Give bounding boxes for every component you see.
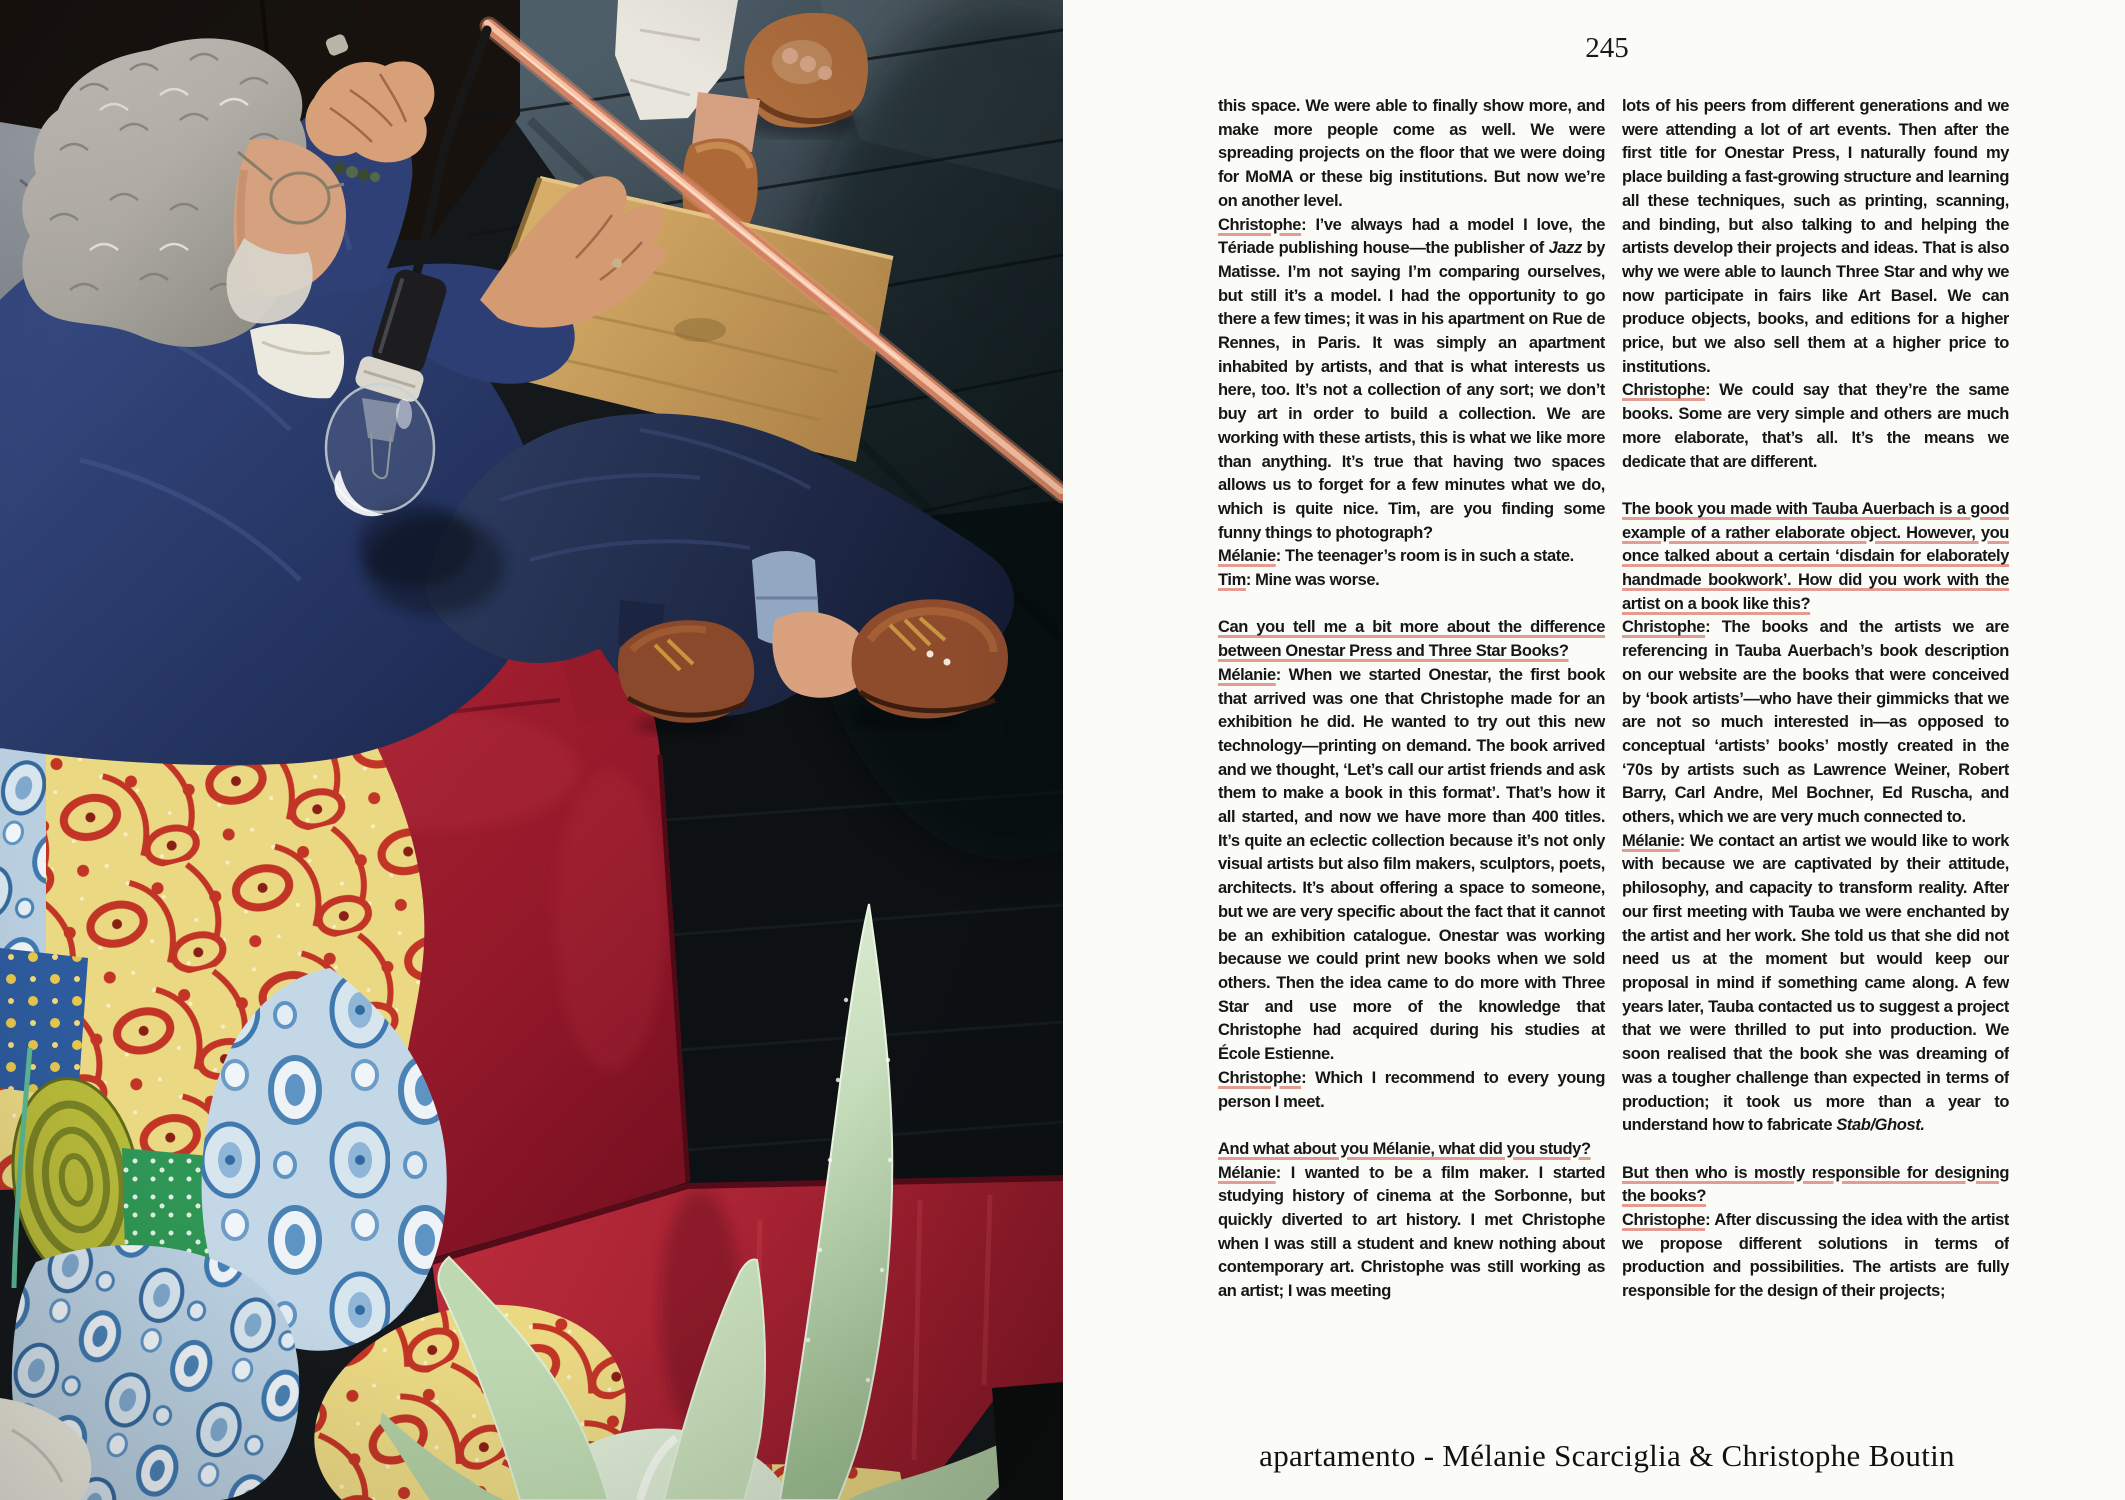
body-text: And what about you Mélanie, what did you study? — [1218, 1139, 1591, 1158]
body-text: The book you made with Tauba Auerbach is a good example of a rather elaborate object. However, you once talked about a certain ‘disdain for elaborately handmade bookwork’. How did you work with the artist on a book like this? — [1622, 499, 2009, 613]
dialogue-paragraph: Christophe: I’ve always had a model I love, the Tériade publishing house—the publisher of Jazz by Matisse. I’m not saying I’m comparing ourselves, but still it’s a model. I had the opportunity to go there a few times; it was in his apartment on Rue de Rennes, in Paris. It was simply an apartment inhabited by artists, and that is what interests us here, too. It’s not a collection of any sort; we don’t buy art in order to build a collection. We are working with these artists, this is what we like more than anything. It’s true that having two spaces allows us to forget for a few minutes what we do, which is quite nice. Tim, are you finding some funny things to photograph? — [1218, 215, 1605, 542]
paragraph-spacer — [1622, 474, 2009, 498]
dialogue-paragraph: Christophe: We could say that they’re the same books. Some are very simple and others are much more elaborate, that’s all. It’s the means we dedicate that are different. — [1622, 381, 2009, 471]
body-text: But then who is mostly responsible for designing the books? — [1622, 1163, 2009, 1206]
dialogue-paragraph: Christophe: The books and the artists we are referencing in Tauba Auerbach’s book description on our website are the books that were conceived by ‘book artists’—who have their gimmicks that we are not so much interested in—as opposed to conceptual ‘artists’ books’ mostly created in the ‘70s by artists such as Lawrence Weiner, Robert Barry, Carl Andre, Mel Bochner, Ed Ruscha, and others, which we are very much connected to. — [1622, 618, 2009, 827]
question-paragraph — [1218, 616, 1605, 663]
italic-text: Jazz — [1548, 239, 1582, 258]
speaker-name: Mélanie — [1218, 1163, 1276, 1182]
speaker-name: Mélanie — [1622, 831, 1680, 850]
paragraph-spacer — [1218, 593, 1605, 617]
page-footer: apartamento - Mélanie Scarciglia & Christophe Boutin — [1259, 1438, 1955, 1473]
plain-paragraph — [1218, 95, 1605, 214]
body-text: I’ve always had a model I love, the Tériade publishing house—the publisher of — [1218, 215, 1605, 258]
body-text: Mine was worse. — [1255, 571, 1380, 590]
speaker-name: Mélanie — [1218, 547, 1276, 566]
body-text: When we started Onestar, the first book that arrived was one that Christophe made for an exhibition he did. He wanted to try out this new technology—printing on demand. The book arrived and we thought, ‘Let’s call our artist friends and ask them to make a book in this format’. That’s how it all started, and now we have more than 400 titles. It’s quite an eclectic collection because it’s not only visual artists but also film makers, sculptors, poets, architects. It’s about offering a space to someone, but we are very specific about the fact that it cannot be an exhibition catalogue. Onestar was working because we could print new books when we sold others. Then the idea came to do more with Three Star and use more of the knowledge that Christophe had acquired during his studies at École Estienne. — [1218, 665, 1605, 1064]
body-text: After discussing the idea with the artist we propose different solutions in terms of production and possibilities. The artists are fully responsible for the design of their projects; — [1622, 1211, 2009, 1301]
question-paragraph — [1622, 1162, 2009, 1209]
body-text: this space. We were able to finally show more, and make more people come as well. We were spreading projects on the floor that we were doing for MoMA or these big institutions. But now we’re on another level. — [1218, 97, 1605, 210]
body-text: I wanted to be a film maker. I started studying history of cinema at the Sorbonne, but quickly diverted to art history. I met Christophe when I was still a student and knew nothing about contemporary art. Christophe was still working as an artist; I was meeting — [1218, 1163, 1605, 1301]
question-paragraph — [1218, 1138, 1605, 1162]
text-column-left — [1218, 95, 1605, 1304]
page-number: 245 — [1585, 32, 1629, 64]
speaker-name: Mélanie — [1218, 665, 1276, 684]
body-text: lots of his peers from different generations and we were attending a lot of art events. Then after the first title for Onestar Press, I naturally found my place building a fast-growing structure and learning all these techniques, such as printing, scanning, and binding, but also talking to and helping the artists develop their projects and ideas. That is also why we were able to launch Three Star and why we now participate in fairs like Art Basel. We can produce objects, books, and editions for a higher price, but we also sell them at a higher price to institutions. — [1622, 97, 2009, 376]
speaker-name: Christophe — [1622, 618, 1706, 637]
magazine-text-page — [1063, 0, 2125, 1500]
speaker-name: Christophe — [1218, 1068, 1302, 1087]
dialogue-paragraph: Mélanie: We contact an artist we would like to work with because we are captivated by their attitude, philosophy, and capacity to transform reality. After our first meeting with Tauba we were enchanted by the artist and her work. She told us that she did not need us at the moment but would keep our proposal in mind if something came along. A few years later, Tauba contacted us to suggest a project that we were thrilled to put into production. We soon realised that the book she was dreaming of was a tougher challenge than expected in terms of production; it took us more than a year to understand how to fabricate Stab/Ghost. — [1622, 831, 2009, 1135]
paragraph-spacer — [1218, 1114, 1605, 1138]
body-text: by Matisse. I’m not saying I’m comparing ourselves, but still it’s a model. I had the opportunity to go there a few times; it was in his apartment on Rue de Rennes, in Paris. It was simply an apartment inhabited by artists, and that is what interests us here, too. It’s not a collection of any sort; we don’t buy art in order to build a collection. We are working with these artists, this is what we like more than anything. It’s true that having two spaces allows us to forget for a few minutes what we do, which is quite nice. Tim, are you finding some funny things to photograph? — [1218, 239, 1605, 542]
body-text: We could say that they’re the same books. Some are very simple and others are much more elaborate, that’s all. It’s the means we dedicate that are different. — [1622, 381, 2009, 471]
speaker-name: Tim — [1218, 571, 1246, 590]
dialogue-paragraph: Christophe: After discussing the idea with the artist we propose different solutions in terms of production and possibilities. The artists are fully responsible for the design of their projects; — [1622, 1211, 2009, 1301]
dialogue-paragraph: Tim: Mine was worse. — [1218, 571, 1380, 590]
body-text: Can you tell me a bit more about the difference between Onestar Press and Three Star Books? — [1218, 618, 1605, 661]
speaker-name: Christophe — [1622, 1211, 1706, 1230]
dialogue-paragraph: Mélanie: When we started Onestar, the first book that arrived was one that Christophe made for an exhibition he did. He wanted to try out this new technology—printing on demand. The book arrived and we thought, ‘Let’s call our artist friends and ask them to make a book in this format’. That’s how it all started, and now we have more than 400 titles. It’s quite an eclectic collection because it’s not only visual artists but also film makers, sculptors, poets, architects. It’s about offering a space to someone, but we are very specific about the fact that it cannot be an exhibition catalogue. Onestar was working because we could print new books when we sold others. Then the idea came to do more with Three Star and use more of the knowledge that Christophe had acquired during his studies at École Estienne. — [1218, 665, 1605, 1064]
question-paragraph — [1622, 498, 2009, 617]
speaker-name: Christophe — [1218, 215, 1302, 234]
body-text: We contact an artist we would like to work with because we are captivated by their attitude, philosophy, and capacity to transform reality. After our first meeting with Tauba we were enchanted by the artist and her work. She told us that she did not need us at the moment but would keep our proposal in mind if something came along. A few years later, Tauba contacted us to suggest a project that we were thrilled to put into production. We soon realised that the book she was dreaming of was a tougher challenge than expected in terms of production; it took us more than a year to understand how to fabricate — [1622, 831, 2009, 1135]
text-column-right — [1622, 95, 2009, 1304]
dialogue-paragraph: Mélanie: I wanted to be a film maker. I started studying history of cinema at the Sorbonne, but quickly diverted to art history. I met Christophe when I was still a student and knew nothing about contemporary art. Christophe was still working as an artist; I was meeting — [1218, 1163, 1605, 1301]
italic-text: Stab/Ghost. — [1836, 1116, 1925, 1135]
body-text: The books and the artists we are referencing in Tauba Auerbach’s book description on our website are the books that were conceived by ‘book artists’—who have their gimmicks that we are not so much interested in—as opposed to conceptual ‘artists’ books’ mostly created in the ‘70s by artists such as Lawrence Weiner, Robert Barry, Carl Andre, Mel Bochner, Ed Ruscha, and others, which we are very much connected to. — [1622, 618, 2009, 827]
dialogue-paragraph: Mélanie: The teenager’s room is in such a state. — [1218, 547, 1574, 566]
speaker-name: Christophe — [1622, 381, 1706, 400]
body-text: Which I recommend to every young person I meet. — [1218, 1068, 1605, 1111]
dialogue-paragraph: Christophe: Which I recommend to every young person I meet. — [1218, 1068, 1605, 1111]
body-text: The teenager’s room is in such a state. — [1285, 547, 1574, 566]
paragraph-spacer — [1622, 1138, 2009, 1162]
plain-paragraph — [1622, 95, 2009, 379]
